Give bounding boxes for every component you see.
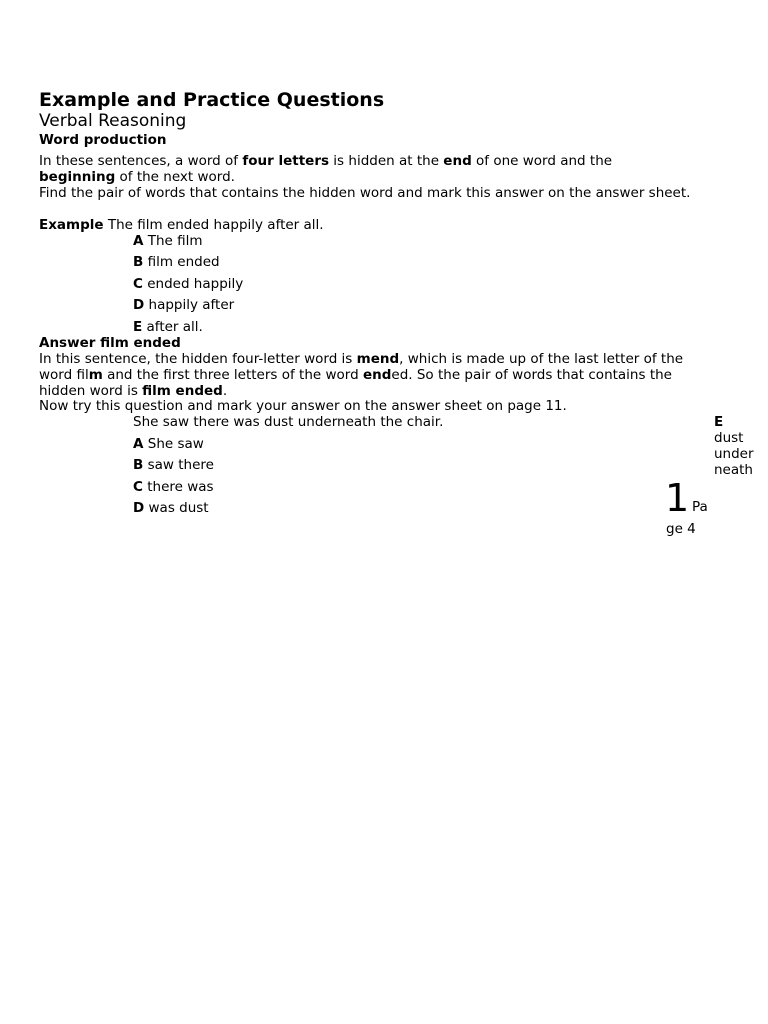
explanation-text: In this sentence, the hidden four-letter word is bbox=[39, 351, 357, 367]
intro-paragraph-1 bbox=[39, 153, 719, 185]
example-line bbox=[39, 217, 719, 233]
page-label-part-2: ge 4 bbox=[666, 521, 696, 537]
intro-text: of the next word. bbox=[115, 169, 235, 185]
option-letter: D bbox=[133, 500, 145, 516]
intro-text: In these sentences, a word of bbox=[39, 153, 243, 169]
option-text: happily after bbox=[144, 297, 235, 313]
page-label-part-1: Pa bbox=[692, 499, 708, 515]
option-letter: D bbox=[133, 297, 145, 313]
page-title: Example and Practice Questions bbox=[39, 89, 385, 111]
option-letter: A bbox=[133, 233, 144, 249]
practice-option-b bbox=[133, 457, 214, 473]
option-letter: A bbox=[133, 436, 144, 452]
example-option-c bbox=[133, 276, 243, 292]
practice-option-e bbox=[714, 414, 754, 478]
option-letter: C bbox=[133, 479, 143, 495]
example-sentence: The film ended happily after all. bbox=[103, 217, 324, 233]
practice-option-a bbox=[133, 436, 204, 452]
option-text: saw there bbox=[143, 457, 214, 473]
option-letter: E bbox=[133, 319, 143, 335]
option-letter: C bbox=[133, 276, 143, 292]
explanation-text: . bbox=[222, 383, 228, 399]
example-option-b bbox=[133, 254, 220, 270]
option-letter: B bbox=[133, 457, 144, 473]
intro-text: is hidden at the bbox=[329, 153, 444, 169]
example-option-d bbox=[133, 297, 234, 313]
intro-text: of one word and the bbox=[471, 153, 613, 169]
intro-paragraph-2: Find the pair of words that contains the hidden word and mark this answer on the answer sheet. bbox=[39, 185, 691, 201]
intro-emphasis-four-letters: four letters bbox=[242, 153, 330, 169]
option-letter: B bbox=[133, 254, 144, 270]
option-text: ended happily bbox=[142, 276, 244, 292]
practice-option-d bbox=[133, 500, 209, 516]
explanation-emphasis-mend: mend bbox=[356, 351, 400, 367]
explanation-paragraph bbox=[39, 351, 709, 399]
example-option-e bbox=[133, 319, 203, 335]
option-text: there was bbox=[142, 479, 214, 495]
practice-instruction: Now try this question and mark your answer on the answer sheet on page 11. bbox=[39, 398, 567, 414]
intro-emphasis-beginning: beginning bbox=[39, 169, 116, 185]
explanation-emphasis-film-ended: film ended bbox=[142, 383, 223, 399]
option-text: after all. bbox=[142, 319, 203, 335]
explanation-emphasis-end: end bbox=[362, 367, 392, 383]
section-heading: Word production bbox=[39, 132, 167, 148]
explanation-emphasis-m: m bbox=[88, 367, 103, 383]
option-text: under bbox=[714, 446, 754, 462]
explanation-text: ed. So the pair of words that contains the hidden word is bbox=[39, 367, 672, 399]
explanation-text: , which is made up of the last letter of the word fil bbox=[39, 351, 684, 383]
option-text: neath bbox=[714, 462, 753, 478]
example-option-a bbox=[133, 233, 203, 249]
example-answer: Answer film ended bbox=[39, 335, 181, 351]
intro-emphasis-end: end bbox=[443, 153, 472, 169]
explanation-text: and the first three letters of the word bbox=[102, 367, 363, 383]
option-text: She saw bbox=[143, 436, 204, 452]
page-number-large: 1 bbox=[665, 476, 690, 520]
option-text: film ended bbox=[143, 254, 220, 270]
option-text: The film bbox=[143, 233, 203, 249]
page-subtitle: Verbal Reasoning bbox=[39, 111, 187, 131]
option-text: dust bbox=[714, 430, 744, 446]
option-text: was dust bbox=[144, 500, 209, 516]
option-letter: E bbox=[714, 414, 724, 430]
example-label: Example bbox=[39, 217, 104, 233]
practice-option-c bbox=[133, 479, 214, 495]
practice-sentence: She saw there was dust underneath the chair. bbox=[133, 414, 444, 430]
